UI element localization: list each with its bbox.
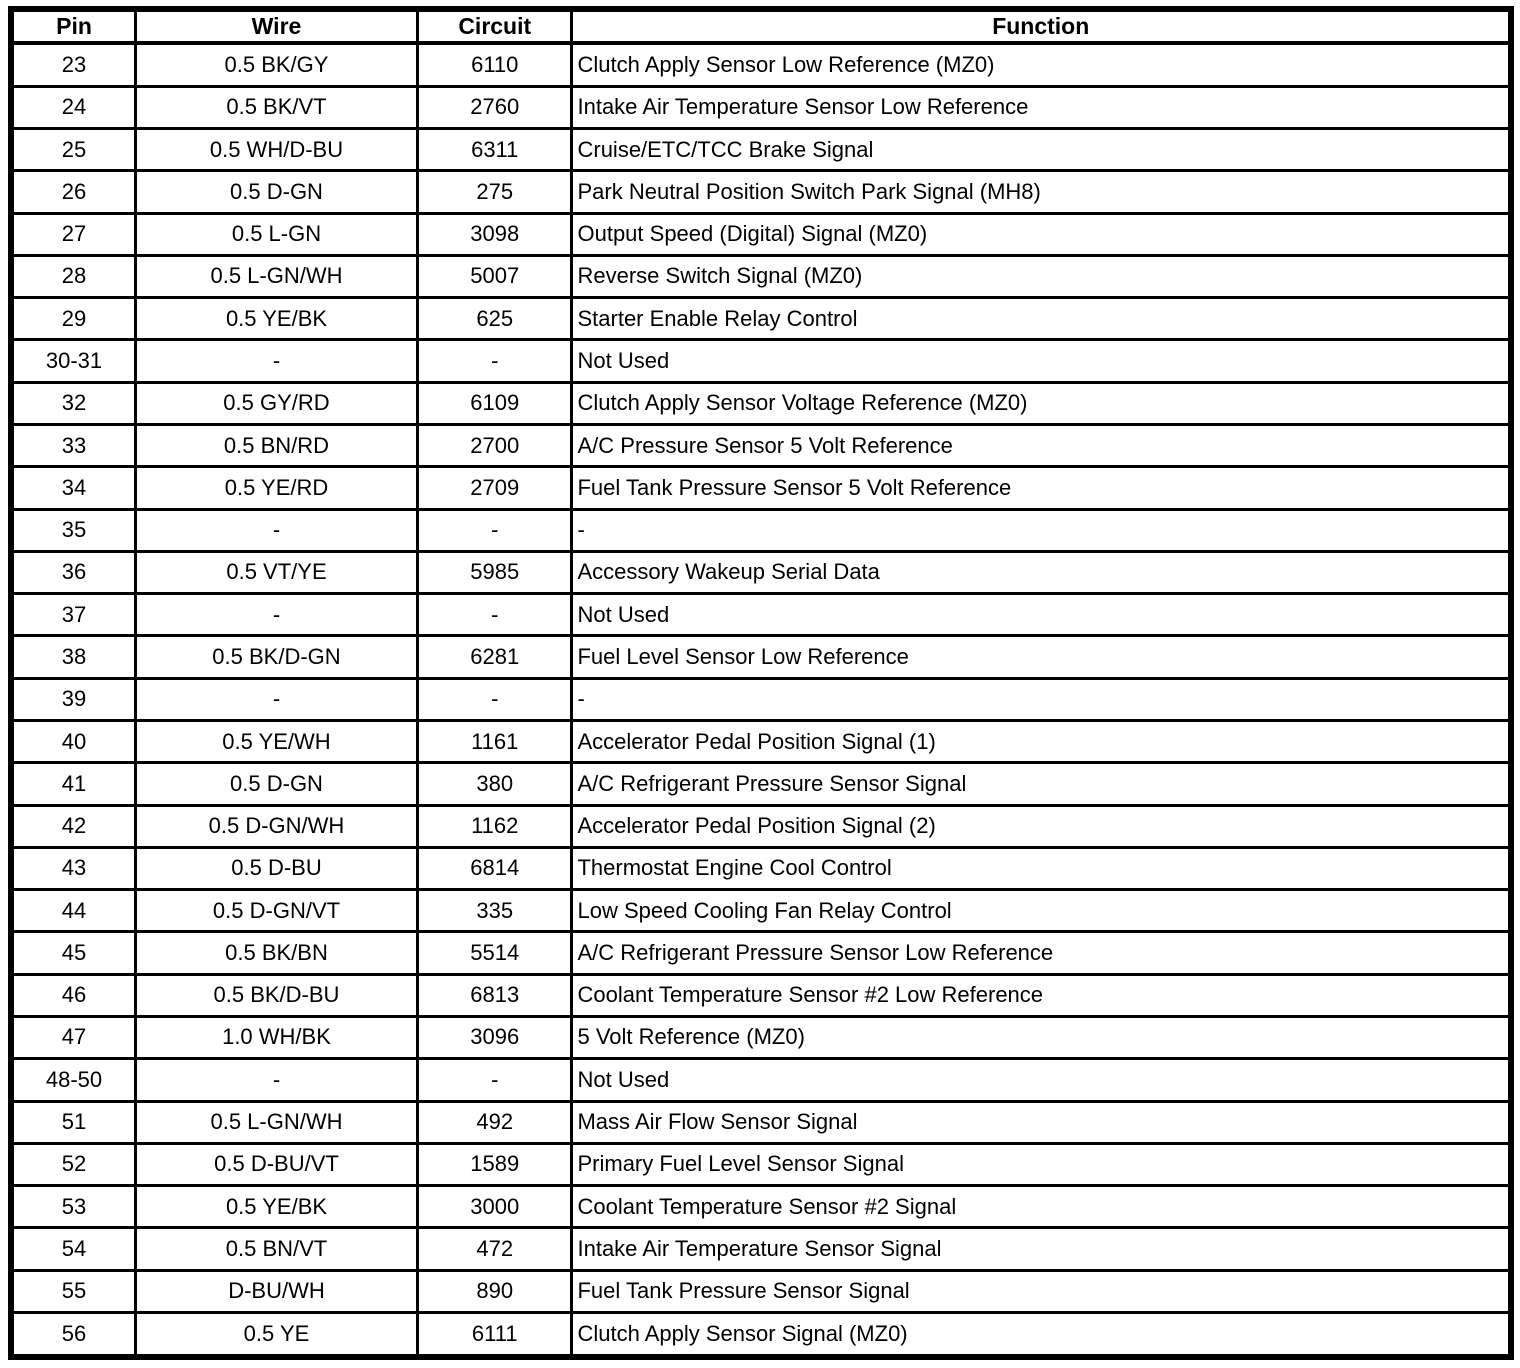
table-row	[11, 594, 1511, 636]
function-cell: A/C Refrigerant Pressure Sensor Low Reference	[572, 932, 1511, 974]
table-row	[11, 551, 1511, 593]
function-cell: 5 Volt Reference (MZ0)	[572, 1016, 1511, 1058]
function-cell: Output Speed (Digital) Signal (MZ0)	[572, 213, 1511, 255]
function-cell: Reverse Switch Signal (MZ0)	[572, 255, 1511, 297]
wire-cell: 0.5 L-GN	[136, 213, 418, 255]
circuit-cell: 335	[417, 890, 572, 932]
wire-cell: 0.5 D-GN/WH	[136, 805, 418, 847]
circuit-cell: 472	[417, 1228, 572, 1270]
circuit-cell: 6814	[417, 847, 572, 889]
pin-cell: 46	[11, 974, 136, 1016]
circuit-cell: 380	[417, 763, 572, 805]
pin-cell: 27	[11, 213, 136, 255]
function-cell: Accelerator Pedal Position Signal (2)	[572, 805, 1511, 847]
table-row	[11, 1016, 1511, 1058]
pin-cell: 52	[11, 1143, 136, 1185]
table-row	[11, 509, 1511, 551]
header-row	[11, 9, 1511, 43]
pin-cell: 40	[11, 720, 136, 762]
function-cell: Accessory Wakeup Serial Data	[572, 551, 1511, 593]
table-row	[11, 974, 1511, 1016]
circuit-cell: 2760	[417, 86, 572, 128]
pin-cell: 37	[11, 594, 136, 636]
wire-cell: 0.5 YE	[136, 1312, 418, 1357]
wire-cell: 0.5 D-GN	[136, 171, 418, 213]
function-cell: -	[572, 509, 1511, 551]
wire-cell: -	[136, 509, 418, 551]
pin-cell: 38	[11, 636, 136, 678]
table-row	[11, 467, 1511, 509]
table-row	[11, 1312, 1511, 1357]
wire-cell: 0.5 BN/RD	[136, 425, 418, 467]
function-cell: Primary Fuel Level Sensor Signal	[572, 1143, 1511, 1185]
pin-cell: 45	[11, 932, 136, 974]
pin-cell: 32	[11, 382, 136, 424]
pin-cell: 42	[11, 805, 136, 847]
circuit-cell: 1161	[417, 720, 572, 762]
function-cell: -	[572, 678, 1511, 720]
circuit-cell: 2709	[417, 467, 572, 509]
table-row	[11, 1228, 1511, 1270]
wire-cell: -	[136, 1059, 418, 1101]
pin-cell: 24	[11, 86, 136, 128]
circuit-cell: 1162	[417, 805, 572, 847]
table-row	[11, 129, 1511, 171]
circuit-cell: 6281	[417, 636, 572, 678]
pin-cell: 25	[11, 129, 136, 171]
pin-cell: 55	[11, 1270, 136, 1312]
table-row	[11, 932, 1511, 974]
pin-cell: 34	[11, 467, 136, 509]
circuit-cell: 5985	[417, 551, 572, 593]
function-cell: Coolant Temperature Sensor #2 Low Reference	[572, 974, 1511, 1016]
function-cell: Thermostat Engine Cool Control	[572, 847, 1511, 889]
table-row	[11, 43, 1511, 86]
wire-cell: 0.5 D-GN/VT	[136, 890, 418, 932]
wire-cell: 0.5 BK/D-BU	[136, 974, 418, 1016]
pin-cell: 54	[11, 1228, 136, 1270]
function-cell: Clutch Apply Sensor Signal (MZ0)	[572, 1312, 1511, 1357]
table-row	[11, 1186, 1511, 1228]
circuit-cell: 6109	[417, 382, 572, 424]
table-body	[11, 43, 1511, 1357]
function-cell: Cruise/ETC/TCC Brake Signal	[572, 129, 1511, 171]
wire-cell: 0.5 YE/WH	[136, 720, 418, 762]
circuit-cell: 890	[417, 1270, 572, 1312]
circuit-cell: -	[417, 678, 572, 720]
function-cell: Park Neutral Position Switch Park Signal (MH8)	[572, 171, 1511, 213]
pin-cell: 48-50	[11, 1059, 136, 1101]
table-row	[11, 678, 1511, 720]
header-function: Function	[572, 9, 1511, 43]
wire-cell: -	[136, 340, 418, 382]
wire-cell: 0.5 BK/D-GN	[136, 636, 418, 678]
table-row	[11, 1101, 1511, 1143]
header-pin: Pin	[11, 9, 136, 43]
pin-cell: 43	[11, 847, 136, 889]
function-cell: Intake Air Temperature Sensor Low Reference	[572, 86, 1511, 128]
wire-cell: 0.5 D-GN	[136, 763, 418, 805]
wire-cell: -	[136, 678, 418, 720]
table-row	[11, 213, 1511, 255]
connector-pinout-table	[8, 6, 1514, 1360]
circuit-cell: -	[417, 340, 572, 382]
function-cell: Fuel Tank Pressure Sensor 5 Volt Reference	[572, 467, 1511, 509]
wire-cell: D-BU/WH	[136, 1270, 418, 1312]
circuit-cell: 3098	[417, 213, 572, 255]
circuit-cell: -	[417, 1059, 572, 1101]
pin-cell: 56	[11, 1312, 136, 1357]
table-row	[11, 720, 1511, 762]
pin-cell: 39	[11, 678, 136, 720]
table-row	[11, 1143, 1511, 1185]
circuit-cell: -	[417, 594, 572, 636]
circuit-cell: 6813	[417, 974, 572, 1016]
wire-cell: 0.5 L-GN/WH	[136, 1101, 418, 1143]
circuit-cell: 3000	[417, 1186, 572, 1228]
table-row	[11, 86, 1511, 128]
table-row	[11, 382, 1511, 424]
circuit-cell: 6110	[417, 43, 572, 86]
function-cell: Accelerator Pedal Position Signal (1)	[572, 720, 1511, 762]
table-row	[11, 890, 1511, 932]
circuit-cell: 6311	[417, 129, 572, 171]
pin-cell: 28	[11, 255, 136, 297]
wire-cell: -	[136, 594, 418, 636]
pin-cell: 41	[11, 763, 136, 805]
circuit-cell: 275	[417, 171, 572, 213]
wire-cell: 0.5 D-BU/VT	[136, 1143, 418, 1185]
function-cell: Mass Air Flow Sensor Signal	[572, 1101, 1511, 1143]
table-row	[11, 298, 1511, 340]
table-row	[11, 805, 1511, 847]
wire-cell: 1.0 WH/BK	[136, 1016, 418, 1058]
table-row	[11, 1059, 1511, 1101]
pin-cell: 53	[11, 1186, 136, 1228]
table-row	[11, 763, 1511, 805]
circuit-cell: 3096	[417, 1016, 572, 1058]
table-row	[11, 1270, 1511, 1312]
circuit-cell: 492	[417, 1101, 572, 1143]
circuit-cell: 625	[417, 298, 572, 340]
table-header	[11, 9, 1511, 43]
header-wire: Wire	[136, 9, 418, 43]
circuit-cell: -	[417, 509, 572, 551]
pin-cell: 33	[11, 425, 136, 467]
function-cell: Fuel Tank Pressure Sensor Signal	[572, 1270, 1511, 1312]
function-cell: Coolant Temperature Sensor #2 Signal	[572, 1186, 1511, 1228]
function-cell: A/C Pressure Sensor 5 Volt Reference	[572, 425, 1511, 467]
wire-cell: 0.5 YE/BK	[136, 1186, 418, 1228]
function-cell: A/C Refrigerant Pressure Sensor Signal	[572, 763, 1511, 805]
table-row	[11, 425, 1511, 467]
wire-cell: 0.5 BK/BN	[136, 932, 418, 974]
pin-cell: 47	[11, 1016, 136, 1058]
table-row	[11, 340, 1511, 382]
function-cell: Not Used	[572, 1059, 1511, 1101]
wire-cell: 0.5 L-GN/WH	[136, 255, 418, 297]
pin-cell: 23	[11, 43, 136, 86]
function-cell: Fuel Level Sensor Low Reference	[572, 636, 1511, 678]
table-row	[11, 847, 1511, 889]
pin-cell: 44	[11, 890, 136, 932]
function-cell: Not Used	[572, 594, 1511, 636]
function-cell: Low Speed Cooling Fan Relay Control	[572, 890, 1511, 932]
pin-cell: 35	[11, 509, 136, 551]
pin-cell: 36	[11, 551, 136, 593]
function-cell: Not Used	[572, 340, 1511, 382]
table-row	[11, 171, 1511, 213]
circuit-cell: 2700	[417, 425, 572, 467]
wire-cell: 0.5 GY/RD	[136, 382, 418, 424]
function-cell: Starter Enable Relay Control	[572, 298, 1511, 340]
table-row	[11, 255, 1511, 297]
wire-cell: 0.5 YE/BK	[136, 298, 418, 340]
wire-cell: 0.5 BK/VT	[136, 86, 418, 128]
pin-cell: 30-31	[11, 340, 136, 382]
wire-cell: 0.5 D-BU	[136, 847, 418, 889]
pin-cell: 29	[11, 298, 136, 340]
circuit-cell: 1589	[417, 1143, 572, 1185]
table-row	[11, 636, 1511, 678]
pin-cell: 51	[11, 1101, 136, 1143]
pin-cell: 26	[11, 171, 136, 213]
header-circuit: Circuit	[417, 9, 572, 43]
wire-cell: 0.5 YE/RD	[136, 467, 418, 509]
circuit-cell: 5007	[417, 255, 572, 297]
wire-cell: 0.5 BK/GY	[136, 43, 418, 86]
function-cell: Clutch Apply Sensor Voltage Reference (MZ0)	[572, 382, 1511, 424]
wire-cell: 0.5 WH/D-BU	[136, 129, 418, 171]
circuit-cell: 5514	[417, 932, 572, 974]
function-cell: Clutch Apply Sensor Low Reference (MZ0)	[572, 43, 1511, 86]
circuit-cell: 6111	[417, 1312, 572, 1357]
function-cell: Intake Air Temperature Sensor Signal	[572, 1228, 1511, 1270]
wire-cell: 0.5 BN/VT	[136, 1228, 418, 1270]
wire-cell: 0.5 VT/YE	[136, 551, 418, 593]
